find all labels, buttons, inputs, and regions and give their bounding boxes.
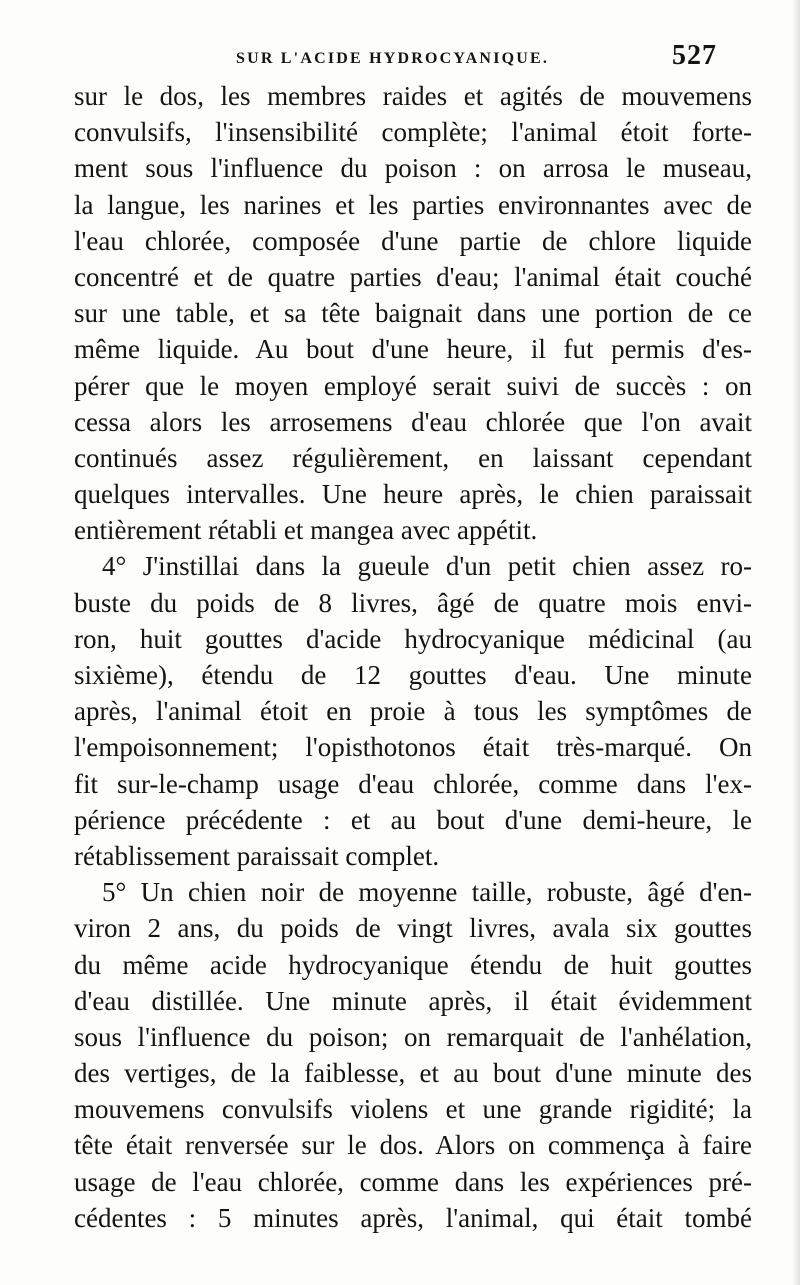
- text-line: cessa alors les arrosemens d'eau chlorée que l'on avait: [74, 406, 752, 437]
- text-line: ron, huit gouttes d'acide hydrocyanique médicinal (au: [74, 623, 752, 654]
- text-line: continués assez régulièrement, en laissant cependant: [74, 442, 752, 473]
- text-line: même liquide. Au bout d'une heure, il fut permis d'es-: [74, 334, 752, 365]
- text-line: périence précédente : et au bout d'une demi-heure, le: [74, 804, 752, 835]
- text-line: entièrement rétabli et mangea avec appétit.: [74, 515, 538, 546]
- text-line: pérer que le moyen employé serait suivi de succès : on: [74, 370, 752, 401]
- text-line: l'empoisonnement; l'opisthotonos était très-marqué. On: [74, 732, 752, 763]
- text-line: la langue, les narines et les parties environnantes avec de: [74, 189, 752, 220]
- text-line: après, l'animal étoit en proie à tous les symptômes de: [74, 696, 752, 727]
- text-line: cédentes : 5 minutes après, l'animal, qui était tombé: [74, 1202, 752, 1233]
- text-line: rétablissement paraissait complet.: [74, 840, 440, 871]
- text-line: l'eau chlorée, composée d'une partie de chlore liquide: [74, 225, 752, 256]
- text-line: des vertiges, de la faiblesse, et au bout d'une minute des: [74, 1058, 752, 1089]
- text-line: sur une table, et sa tête baignait dans une portion de ce: [74, 298, 752, 329]
- text-line: ment sous l'influence du poison : on arrosa le museau,: [74, 153, 752, 184]
- text-line: tête était renversée sur le dos. Alors on commença à faire: [74, 1130, 752, 1161]
- text-line: fit sur-le-champ usage d'eau chlorée, comme dans l'ex-: [74, 768, 752, 799]
- page-edge-shadow: [792, 0, 800, 1285]
- text-line: d'eau distillée. Une minute après, il était évidemment: [74, 985, 752, 1016]
- text-line: usage de l'eau chlorée, comme dans les expériences pré-: [74, 1166, 752, 1197]
- text-line: sous l'influence du poison; on remarquait de l'anhélation,: [74, 1021, 752, 1052]
- text-line: 5° Un chien noir de moyenne taille, robuste, âgé d'en-: [102, 877, 752, 908]
- running-title: SUR L'ACIDE HYDROCYANIQUE.: [236, 50, 550, 67]
- text-line: convulsifs, l'insensibilité complète; l'animal étoit forte-: [74, 117, 752, 148]
- text-line: du même acide hydrocyanique étendu de huit gouttes: [74, 949, 752, 980]
- text-line: buste du poids de 8 livres, âgé de quatre mois envi-: [74, 587, 752, 618]
- body-text: [74, 78, 752, 1236]
- text-line: viron 2 ans, du poids de vingt livres, avala six gouttes: [74, 913, 752, 944]
- text-line: concentré et de quatre parties d'eau; l'animal était couché: [74, 261, 752, 292]
- page-number: 527: [672, 40, 717, 71]
- text-line: sixième), étendu de 12 gouttes d'eau. Une minute: [74, 660, 752, 690]
- text-line: sur le dos, les membres raides et agités de mouvemens: [74, 81, 752, 111]
- text-line: quelques intervalles. Une heure après, le chien paraissait: [74, 479, 752, 510]
- text-line: mouvemens convulsifs violens et une grande rigidité; la: [74, 1094, 752, 1125]
- text-line: 4° J'instillai dans la gueule d'un petit chien assez ro-: [102, 551, 752, 582]
